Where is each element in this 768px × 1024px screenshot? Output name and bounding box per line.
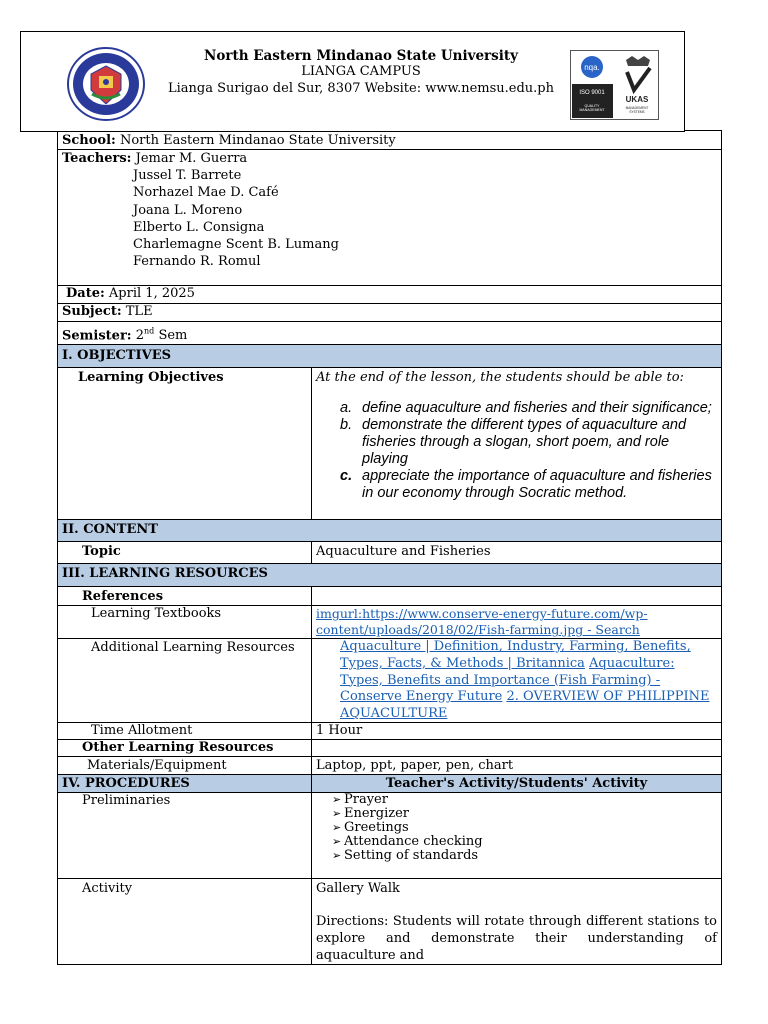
other-resources-label: Other Learning Resources — [58, 740, 312, 757]
university-seal-logo — [66, 46, 146, 122]
school-row — [58, 131, 722, 150]
teacher-name: Charlemagne Scent B. Lumang — [133, 237, 339, 253]
semester-row — [58, 322, 722, 345]
learning-objectives-row — [58, 368, 722, 520]
campus-address: Lianga Surigao del Sur, 8307 Website: www.nemsu.edu.ph — [168, 81, 554, 96]
svg-text:QUALITY: QUALITY — [584, 104, 600, 108]
objectives-list — [316, 400, 717, 502]
content-section-row — [58, 520, 722, 542]
procedures-section-row — [58, 775, 722, 793]
topic-label: Topic — [58, 542, 312, 564]
svg-text:SYSTEMS: SYSTEMS — [629, 110, 645, 114]
objective-item: b. demonstrate the different types of aquaculture and fisheries through a slogan, short poem, and role playing — [340, 417, 687, 468]
teacher-name: Elberto L. Consigna — [133, 219, 265, 235]
activity-title: Gallery Walk — [316, 881, 400, 897]
school-value: North Eastern Mindanao State University — [119, 133, 396, 148]
preliminaries-row — [58, 793, 722, 879]
semester-label: Semister: — [62, 328, 132, 344]
svg-text:ISO 9001: ISO 9001 — [579, 90, 605, 96]
teacher-name: Jemar M. Guerra — [135, 151, 248, 166]
time-allotment-label: Time Allotment — [58, 723, 312, 740]
campus-name: LIANGA CAMPUS — [301, 64, 421, 79]
learning-objectives-label: Learning Objectives — [58, 368, 312, 520]
philippine-aquaculture-link[interactable]: 2. OVERVIEW OF PHILIPPINE AQUACULTURE — [340, 689, 710, 721]
materials-label: Materials/Equipment — [58, 757, 312, 775]
activity-directions: Directions: Students will rotate through different stations to explore and demonstrate their understanding of aquaculture and — [316, 914, 717, 964]
britannica-link[interactable]: Aquaculture | Definition, Industry, Farming, Benefits, Types, Facts, & Methods | Britannica — [340, 639, 691, 671]
topic-row — [58, 542, 722, 564]
document-header — [20, 31, 685, 132]
topic-value: Aquaculture and Fisheries — [312, 542, 722, 564]
materials-row — [58, 757, 722, 775]
additional-resources-label: Additional Learning Resources — [58, 639, 312, 723]
preliminaries-list — [316, 793, 717, 863]
teacher-name: Jussel T. Barrete — [133, 168, 242, 184]
textbooks-link[interactable]: imgurl:https://www.conserve-energy-future.com/wp-content/uploads/2018/02/Fish-farming.jpg - Search — [316, 606, 648, 638]
preliminary-item: ➢ Energizer — [332, 807, 717, 821]
content-heading: II. CONTENT — [58, 520, 722, 542]
teacher-name: Fernando R. Romul — [133, 254, 261, 270]
references-row — [58, 587, 722, 606]
resources-section-row — [58, 564, 722, 587]
svg-text:MANAGEMENT: MANAGEMENT — [625, 106, 649, 110]
subject-value: TLE — [125, 304, 153, 319]
preliminary-item: ➢ Greetings — [332, 821, 717, 835]
activity-column-heading: Teacher's Activity/Students' Activity — [312, 775, 722, 793]
teacher-name: Joana L. Moreno — [133, 202, 243, 218]
date-label: Date: — [66, 286, 105, 301]
objectives-intro: At the end of the lesson, the students should be able to: — [316, 370, 684, 386]
objectives-heading: I. OBJECTIVES — [58, 345, 722, 368]
other-resources-row — [58, 740, 722, 757]
objective-item: c. appreciate the importance of aquaculture and fisheries in our economy through Socratic method. — [340, 468, 712, 502]
lesson-plan-table — [57, 130, 722, 965]
additional-resources-row — [58, 639, 722, 723]
preliminaries-label: Preliminaries — [58, 793, 312, 879]
objectives-section-row — [58, 345, 722, 368]
preliminary-item: ➢ Attendance checking — [332, 835, 717, 849]
textbooks-row — [58, 606, 722, 639]
time-allotment-value: 1 Hour — [312, 723, 722, 740]
svg-text:UKAS: UKAS — [625, 95, 649, 104]
teachers-label: Teachers: — [62, 151, 132, 166]
subject-label: Subject: — [62, 304, 122, 319]
references-label: References — [58, 587, 312, 606]
procedures-heading: IV. PROCEDURES — [58, 775, 312, 793]
materials-value: Laptop, ppt, paper, pen, chart — [312, 757, 722, 775]
teacher-name: Norhazel Mae D. Café — [133, 185, 279, 201]
time-allotment-row — [58, 723, 722, 740]
preliminary-item: ➢ Prayer — [332, 793, 717, 807]
activity-label: Activity — [58, 879, 312, 965]
iso-ukas-certification-logo — [570, 50, 659, 120]
school-label: School: — [62, 133, 116, 148]
svg-text:MANAGEMENT: MANAGEMENT — [579, 108, 605, 112]
date-value: April 1, 2025 — [108, 286, 195, 301]
conserve-energy-link[interactable]: Aquaculture: Types, Benefits and Importance (Fish Farming) - Conserve Energy Future — [340, 655, 675, 705]
textbooks-label: Learning Textbooks — [58, 606, 312, 639]
svg-text:nqa.: nqa. — [584, 63, 600, 72]
teachers-row — [58, 150, 722, 286]
subject-row — [58, 304, 722, 322]
preliminary-item: ➢ Setting of standards — [332, 849, 717, 863]
resources-heading: III. LEARNING RESOURCES — [58, 564, 722, 587]
semester-value: 2nd Sem — [135, 327, 188, 344]
objective-item: a. define aquaculture and fisheries and their significance; — [340, 400, 712, 417]
date-row — [58, 286, 722, 304]
university-name: North Eastern Mindanao State University — [204, 48, 518, 64]
activity-row — [58, 879, 722, 965]
